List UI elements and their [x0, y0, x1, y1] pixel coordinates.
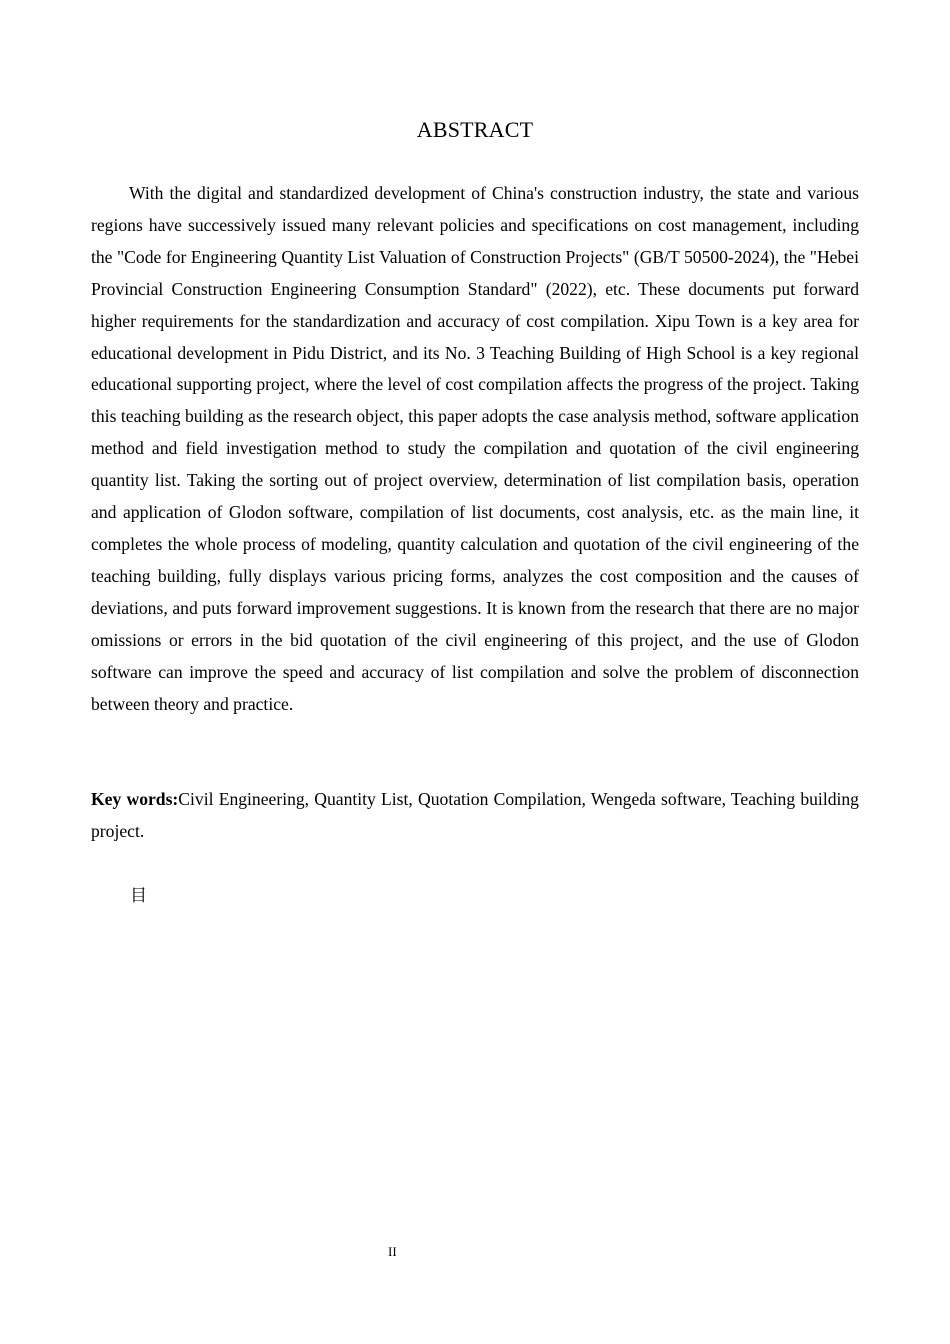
keywords-label: Key words: — [91, 789, 179, 809]
keywords-text: Civil Engineering, Quantity List, Quotation Compilation, Wengeda software, Teaching building project. — [91, 789, 859, 841]
keywords-paragraph — [91, 784, 859, 848]
abstract-paragraph: With the digital and standardized development of China's construction industry, the state and various regions have successively issued many relevant policies and specifications on cost management, including the "Code for Engineering Quantity List Valuation of Construction Projects" (GB/T 50500-2024), the "Hebei Provincial Construction Engineering Consumption Standard" (2022), etc. These documents put forward higher requirements for the standardization and accuracy of cost compilation. Xipu Town is a key area for educational development in Pidu District, and its No. 3 Teaching Building of High School is a key regional educational supporting project, where the level of cost compilation affects the progress of the project. Taking this teaching building as the research object, this paper adopts the case analysis method, software application method and field investigation method to study the compilation and quotation of the civil engineering quantity list. Taking the sorting out of project overview, determination of list compilation basis, operation and application of Glodon software, compilation of list documents, cost analysis, etc. as the main line, it completes the whole process of modeling, quantity calculation and quotation of the civil engineering of the teaching building, fully displays various pricing forms, analyzes the cost composition and the causes of deviations, and puts forward improvement suggestions. It is known from the research that there are no major omissions or errors in the bid quotation of the civil engineering of this project, and the use of Glodon software can improve the speed and accuracy of list compilation and solve the problem of disconnection between theory and practice. — [91, 183, 859, 714]
table-of-contents-heading-fragment: 目 — [130, 886, 147, 906]
page-number: II — [388, 1244, 397, 1259]
abstract-title: ABSTRACT — [416, 117, 534, 142]
